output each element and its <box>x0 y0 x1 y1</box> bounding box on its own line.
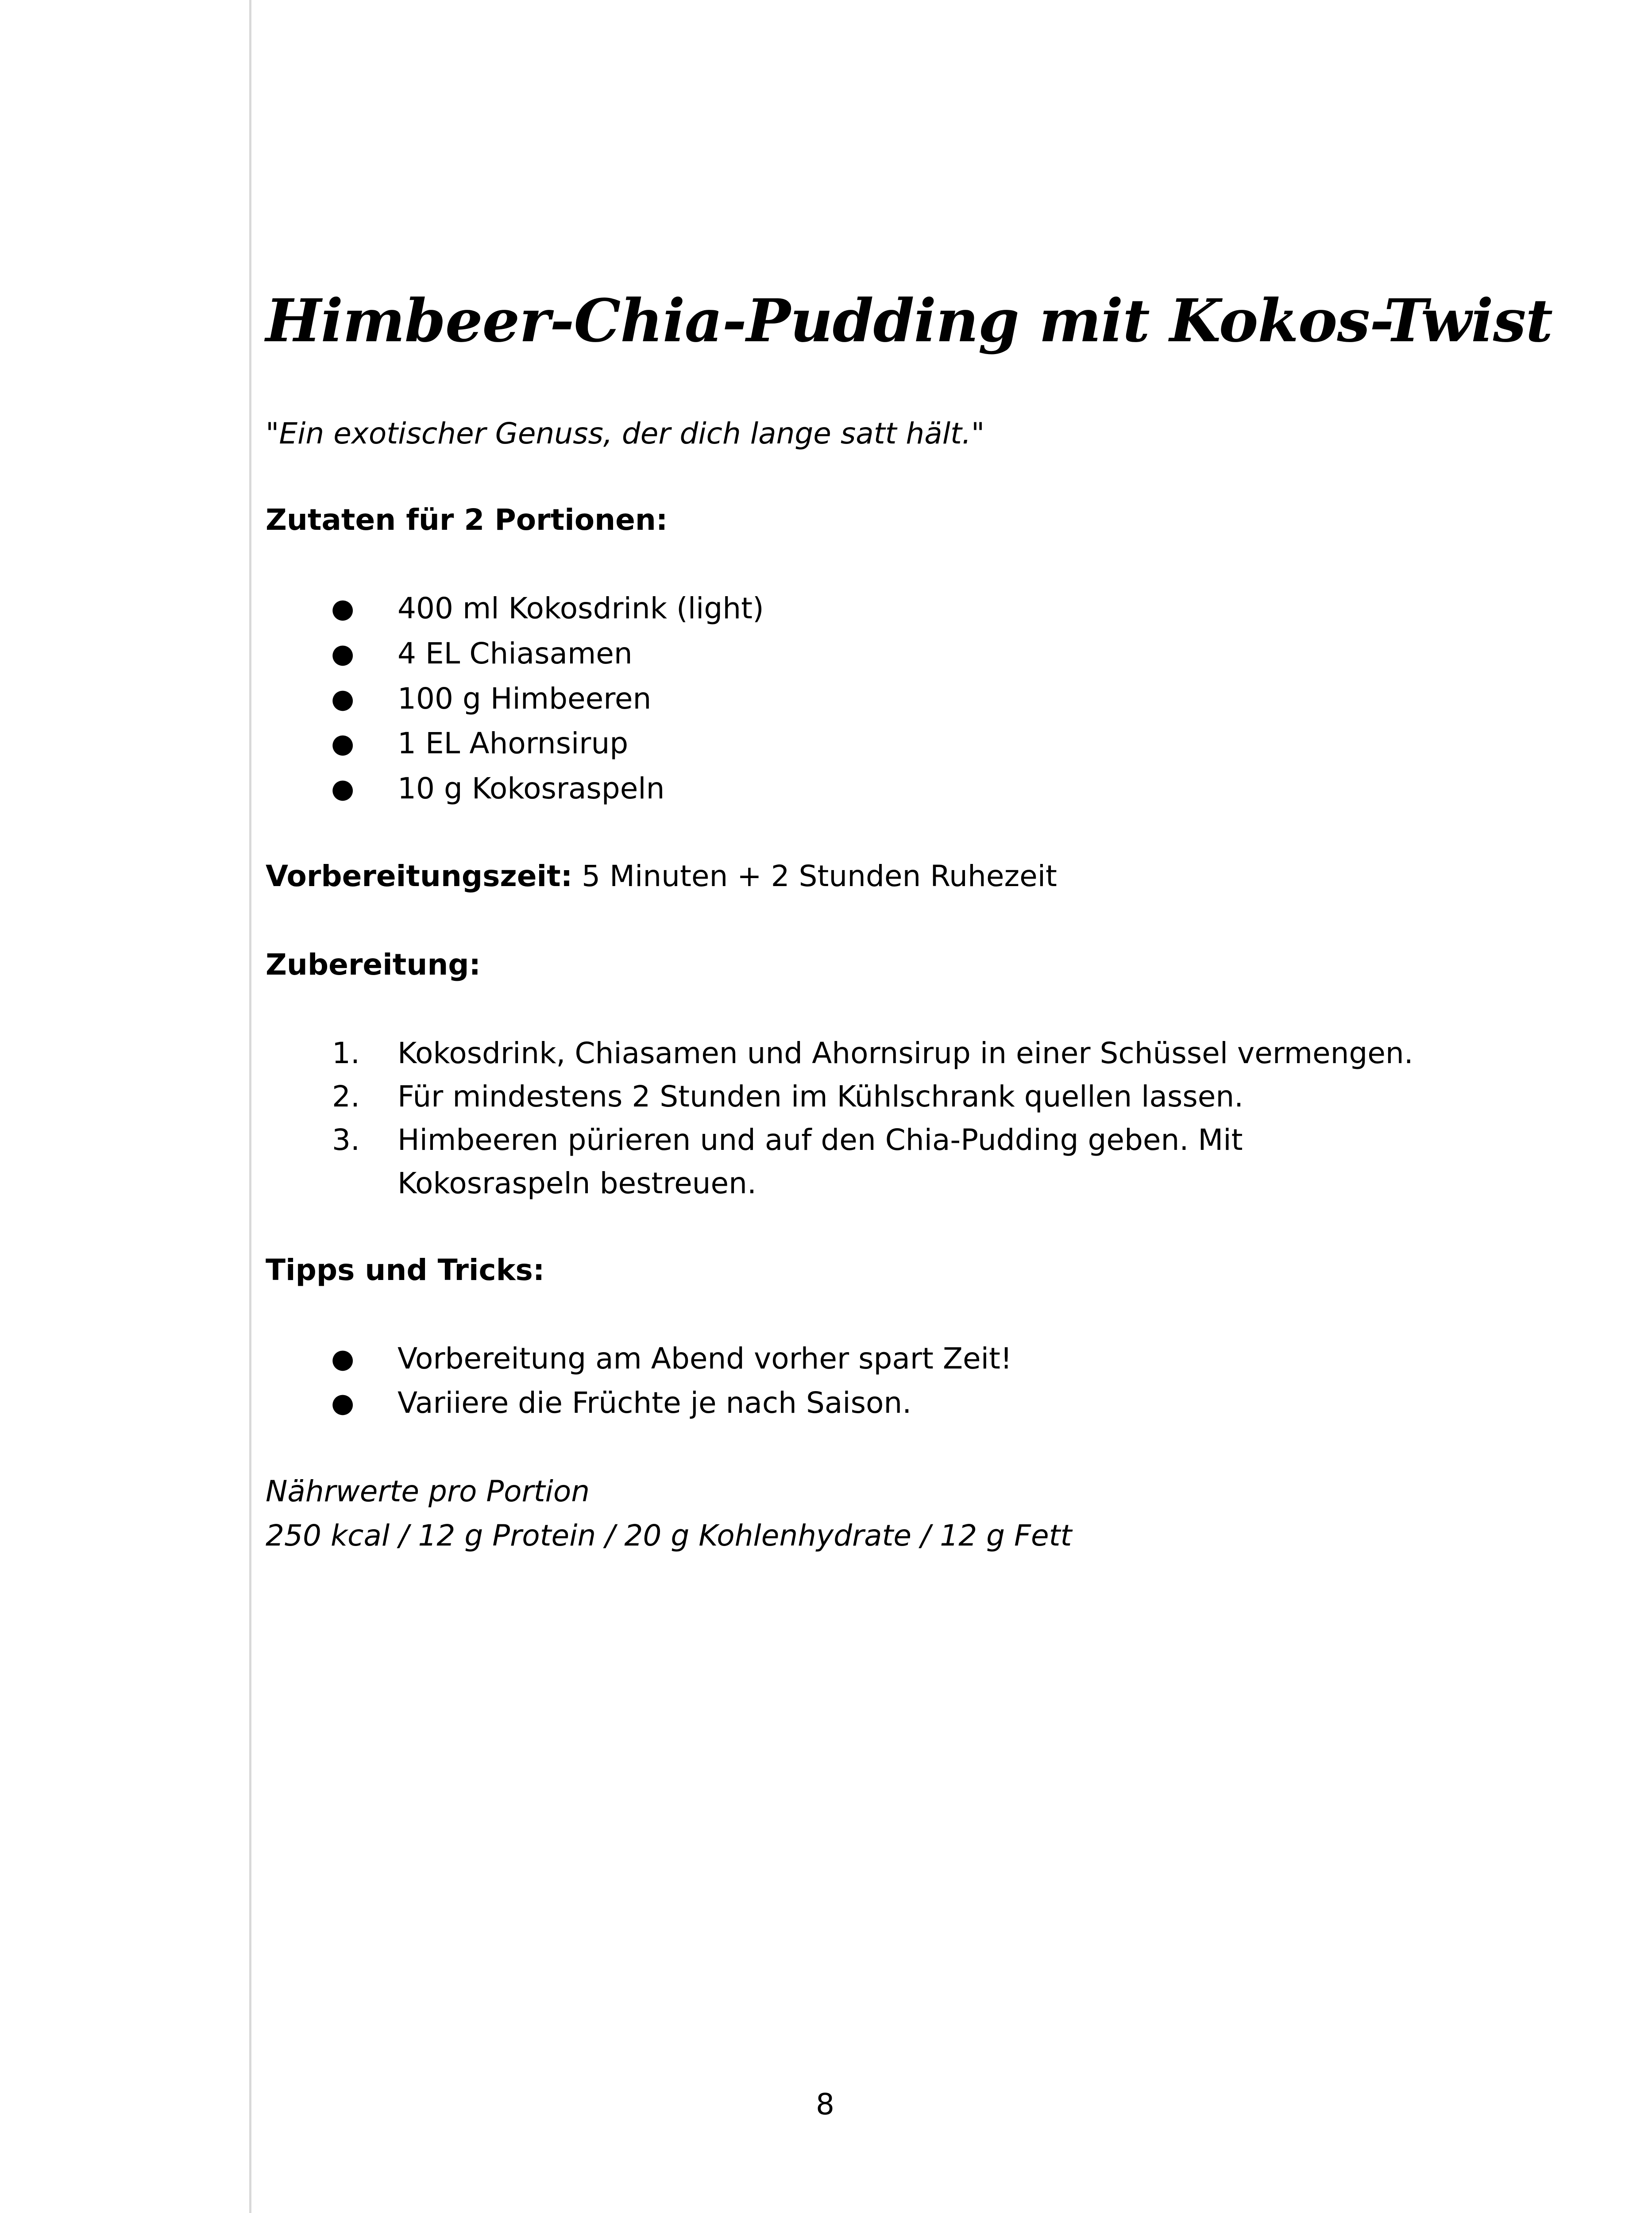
tip-text: Variiere die Früchte je nach Saison. <box>398 1386 912 1420</box>
bullet-icon: ● <box>331 593 355 624</box>
step-text: Kokosdrink, Chiasamen und Ahornsirup in einer Schüssel vermengen. <box>398 1036 1413 1070</box>
nutrition-values: 250 kcal / 12 g Protein / 20 g Kohlenhydrate / 12 g Fett <box>266 1519 1072 1553</box>
bullet-icon: ● <box>331 773 355 804</box>
ingredient-text: 4 EL Chiasamen <box>398 636 633 671</box>
step-text: Kokosraspeln bestreuen. <box>398 1166 757 1200</box>
prep-time-value: 5 Minuten + 2 Stunden Ruhezeit <box>572 859 1057 893</box>
steps-heading: Zubereitung: <box>266 948 481 982</box>
prep-time-label: Vorbereitungszeit: <box>266 859 573 893</box>
ingredient-text: 400 ml Kokosdrink (light) <box>398 591 764 625</box>
ingredient-text: 100 g Himbeeren <box>398 682 652 716</box>
step-text: Himbeeren pürieren und auf den Chia-Pudding geben. Mit <box>398 1123 1243 1157</box>
bullet-icon: ● <box>331 1343 355 1374</box>
step-number: 2. <box>332 1080 360 1114</box>
recipe-title: Himbeer-Chia-Pudding mit Kokos-Twist <box>266 286 1553 355</box>
recipe-tagline: "Ein exotischer Genuss, der dich lange satt hält." <box>266 416 985 451</box>
step-number: 1. <box>332 1036 360 1070</box>
bullet-icon: ● <box>331 638 355 669</box>
bullet-icon: ● <box>331 683 355 714</box>
tip-text: Vorbereitung am Abend vorher spart Zeit! <box>398 1342 1012 1376</box>
nutrition-heading: Nährwerte pro Portion <box>266 1474 590 1508</box>
page-gutter-line <box>249 0 251 2213</box>
step-text: Für mindestens 2 Stunden im Kühlschrank quellen lassen. <box>398 1080 1244 1114</box>
step-number: 3. <box>332 1123 360 1157</box>
tips-heading: Tipps und Tricks: <box>266 1253 545 1287</box>
ingredient-text: 1 EL Ahornsirup <box>398 726 629 760</box>
prep-time <box>266 854 1057 898</box>
ingredient-text: 10 g Kokosraspeln <box>398 771 665 806</box>
bullet-icon: ● <box>331 728 355 759</box>
bullet-icon: ● <box>331 1388 355 1419</box>
ingredients-heading: Zutaten für 2 Portionen: <box>266 503 668 537</box>
page-number: 8 <box>816 2087 834 2121</box>
